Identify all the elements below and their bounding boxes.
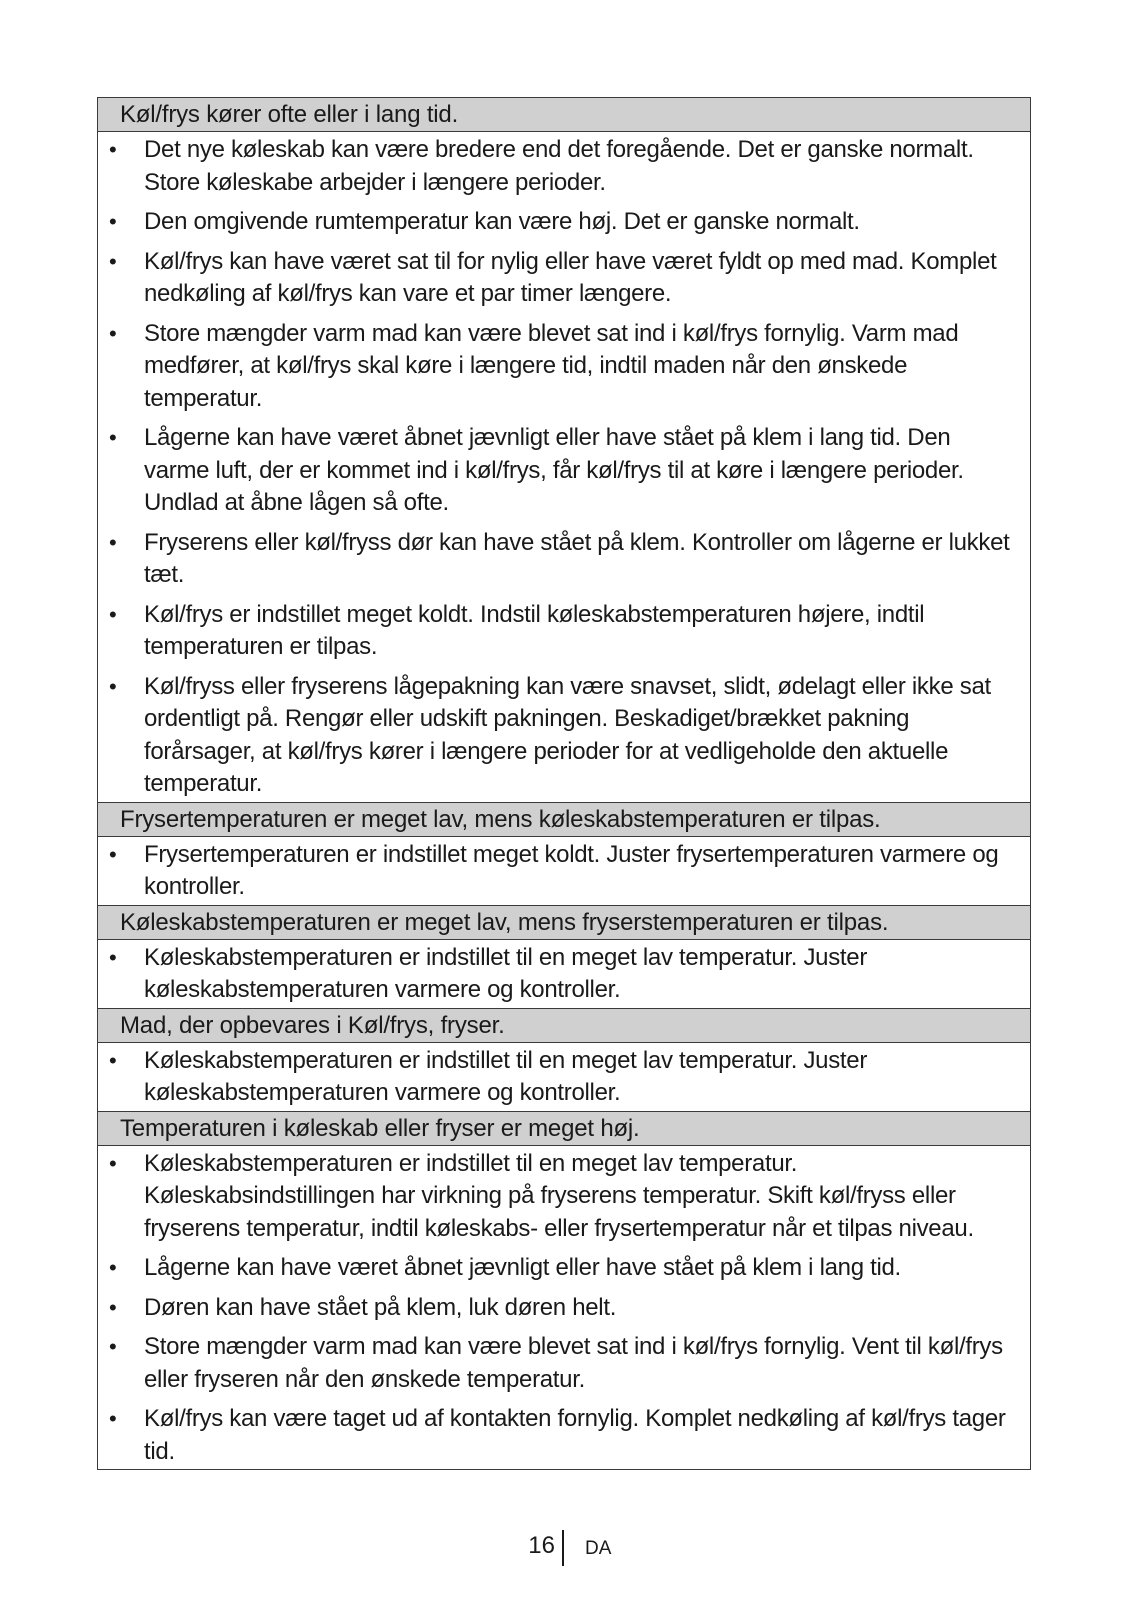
section-body bbox=[98, 940, 1030, 1008]
bullet-icon: • bbox=[109, 209, 117, 234]
item-text: Lågerne kan have været åbnet jævnligt eller have stået på klem i lang tid. bbox=[144, 1254, 901, 1281]
bullet-icon: • bbox=[109, 425, 117, 450]
list-item bbox=[98, 599, 1030, 664]
list-item bbox=[98, 246, 1030, 311]
bullet-icon: • bbox=[109, 320, 117, 346]
troubleshooting-table bbox=[97, 97, 1031, 1470]
list-item bbox=[98, 1292, 1030, 1325]
bullet-icon: • bbox=[109, 673, 117, 699]
item-text: Lågerne kan have været åbnet jævnligt eller have stået på klem i lang tid. Den varme luft, der er kommet ind i køl/frys, får køl/frys til at køre i længere perioder. Undlad at åbne lågen så ofte. bbox=[144, 424, 964, 516]
bullet-icon: • bbox=[109, 1406, 117, 1431]
bullet-icon: • bbox=[109, 841, 117, 867]
bullet-icon: • bbox=[109, 1255, 117, 1280]
section-fridge-low bbox=[98, 905, 1030, 1008]
list-item bbox=[98, 839, 1030, 904]
item-text: Køleskabstemperaturen er indstillet til en meget lav temperatur. Køleskabsindstillingen har virkning på fryserens temperatur. Skift køl/fryss eller fryserens temperatur, indtil køleskabs- eller frysertemperatur når et tilpas niveau. bbox=[144, 1149, 974, 1242]
item-text: Fryserens eller køl/fryss dør kan have stået på klem. Kontroller om lågerne er lukket tæt. bbox=[144, 528, 1010, 588]
page-number: 16 bbox=[528, 1532, 555, 1559]
bullet-icon: • bbox=[109, 601, 117, 627]
item-text: Køl/frys kan have været sat til for nylig eller have været fyldt op med mad. Komplet nedkøling af køl/frys kan vare et par timer længere. bbox=[144, 247, 997, 307]
section-body bbox=[98, 1043, 1030, 1111]
bullet-icon: • bbox=[109, 529, 117, 555]
section-temp-high bbox=[98, 1111, 1030, 1470]
item-text: Køl/frys kan være taget ud af kontakten fornylig. Komplet nedkøling af køl/frys tager tid. bbox=[144, 1405, 1006, 1465]
list-item bbox=[98, 1403, 1030, 1468]
list-item bbox=[98, 671, 1030, 801]
page-footer bbox=[0, 1530, 1128, 1570]
item-text: Den omgivende rumtemperatur kan være høj. Det er ganske normalt. bbox=[144, 208, 860, 235]
section-food-freezes bbox=[98, 1008, 1030, 1111]
section-runs-often bbox=[98, 98, 1030, 802]
bullet-icon: • bbox=[109, 1294, 117, 1320]
item-text: Køl/fryss eller fryserens lågepakning kan være snavset, slidt, ødelagt eller ikke sat ordentligt på. Rengør eller udskift pakningen. Beskadiget/brækket pakning forårsager, at køl/frys kører i længere perioder for at vedligeholde den aktuelle temperatur. bbox=[144, 672, 991, 797]
item-text: Døren kan have stået på klem, luk døren helt. bbox=[144, 1293, 617, 1321]
item-text: Store mængder varm mad kan være blevet sat ind i køl/frys fornylig. Vent til køl/frys eller fryseren når den ønskede temperatur. bbox=[144, 1333, 1003, 1393]
section-header: Mad, der opbevares i Køl/frys, fryser. bbox=[98, 1008, 1030, 1043]
footer-divider bbox=[562, 1530, 564, 1566]
bullet-icon: • bbox=[109, 248, 117, 274]
section-freezer-low bbox=[98, 802, 1030, 905]
list-item bbox=[98, 134, 1030, 199]
section-header: Temperaturen i køleskab eller fryser er meget høj. bbox=[98, 1111, 1030, 1146]
list-item bbox=[98, 1331, 1030, 1396]
list-item bbox=[98, 527, 1030, 592]
list-item bbox=[98, 1045, 1030, 1110]
section-body bbox=[98, 1146, 1030, 1470]
bullet-icon: • bbox=[109, 137, 117, 162]
list-item bbox=[98, 1252, 1030, 1285]
language-code: DA bbox=[585, 1538, 612, 1559]
list-item bbox=[98, 422, 1030, 520]
section-body bbox=[98, 132, 1030, 802]
item-text: Køl/frys er indstillet meget koldt. Indstil køleskabstemperaturen højere, indtil temperaturen er tilpas. bbox=[144, 600, 925, 660]
bullet-icon: • bbox=[109, 944, 117, 970]
list-item bbox=[98, 1148, 1030, 1246]
item-text: Køleskabstemperaturen er indstillet til en meget lav temperatur. Juster køleskabstemperaturen varmere og kontroller. bbox=[144, 943, 868, 1003]
section-header: Frysertemperaturen er meget lav, mens køleskabstemperaturen er tilpas. bbox=[98, 802, 1030, 837]
list-item bbox=[98, 206, 1030, 239]
section-header: Køleskabstemperaturen er meget lav, mens fryserstemperaturen er tilpas. bbox=[98, 905, 1030, 940]
bullet-icon: • bbox=[109, 1334, 117, 1359]
section-header: Køl/frys kører ofte eller i lang tid. bbox=[98, 98, 1030, 132]
item-text: Frysertemperaturen er indstillet meget koldt. Juster frysertemperaturen varmere og kontroller. bbox=[144, 840, 999, 900]
list-item bbox=[98, 942, 1030, 1007]
list-item bbox=[98, 318, 1030, 416]
bullet-icon: • bbox=[109, 1150, 117, 1176]
bullet-icon: • bbox=[109, 1047, 117, 1073]
item-text: Det nye køleskab kan være bredere end det foregående. Det er ganske normalt. Store køleskabe arbejder i længere perioder. bbox=[144, 136, 974, 196]
item-text: Køleskabstemperaturen er indstillet til en meget lav temperatur. Juster køleskabstemperaturen varmere og kontroller. bbox=[144, 1046, 868, 1106]
section-body bbox=[98, 837, 1030, 905]
item-text: Store mængder varm mad kan være blevet sat ind i køl/frys fornylig. Varm mad medfører, at køl/frys skal køre i længere tid, indtil maden når den ønskede temperatur. bbox=[144, 319, 959, 412]
